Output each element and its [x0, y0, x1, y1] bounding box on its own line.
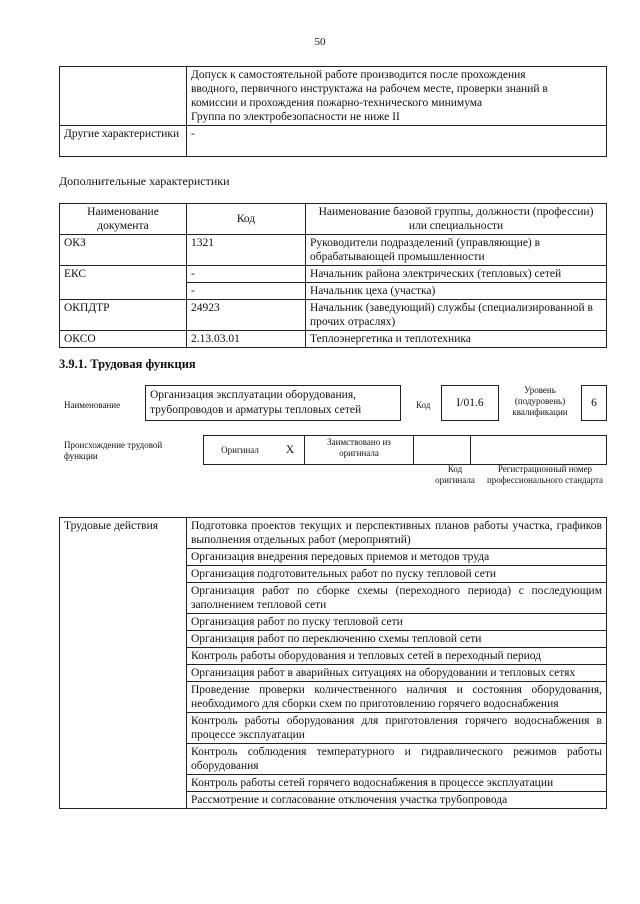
original-label: Оригинал — [204, 436, 277, 465]
cell-name: Руководители подразделений (управляющие) в обрабатывающей промышленности — [306, 235, 607, 266]
action-item: Контроль работы сетей горячего водоснабжения в процессе эксплуатации — [187, 775, 607, 792]
actions-label: Трудовые действия — [60, 518, 187, 809]
action-item: Организация работ в аварийных ситуациях на оборудовании и тепловых сетях — [187, 665, 607, 682]
action-item: Рассмотрение и согласование отключения участка трубопровода — [187, 792, 607, 809]
action-item: Организация работ по переключению схемы тепловой сети — [187, 631, 607, 648]
origin-label: Происхождение трудовой функции — [64, 440, 163, 461]
table-row — [60, 331, 607, 348]
header-name: Наименование базовой группы, должности (профессии) или специальности — [306, 204, 607, 235]
code-original-caption: Код оригинала — [435, 464, 475, 485]
other-characteristics-value: - — [187, 126, 607, 157]
action-item: Организация подготовительных работ по пуску тепловой сети — [187, 566, 607, 583]
origin-table — [203, 435, 607, 465]
code-label: Код — [416, 400, 431, 410]
text-line: Допуск к самостоятельной работе производится после прохождения — [191, 69, 526, 81]
text-line: вводного, первичного инструктажа на рабочем месте, проверки знаний в — [191, 83, 548, 95]
name-label: Наименование — [64, 400, 121, 410]
cell-code: - — [187, 283, 306, 300]
action-item: Контроль работы оборудования и тепловых сетей в переходный период — [187, 648, 607, 665]
cell-code: 2.13.03.01 — [187, 331, 306, 348]
additional-table — [59, 203, 607, 348]
cell-name: Теплоэнергетика и теплотехника — [306, 331, 607, 348]
action-item: Проведение проверки количественного наличия и состояния оборудования, необходимого для сборки схем по приготовлению горячего водоснабжения — [187, 682, 607, 713]
action-item: Организация работ по пуску тепловой сети — [187, 614, 607, 631]
code-original-cell — [414, 436, 471, 465]
section-title: 3.9.1. Трудовая функция — [59, 357, 196, 371]
cell-doc — [60, 283, 187, 300]
action-item: Организация внедрения передовых приемов и методов труда — [187, 549, 607, 566]
cell-code: - — [187, 266, 306, 283]
level-value: 6 — [581, 385, 607, 421]
admission-text — [187, 67, 607, 126]
function-name: Организация эксплуатации оборудования, трубопроводов и арматуры тепловых сетей — [145, 385, 401, 421]
additional-heading: Дополнительные характеристики — [59, 174, 230, 188]
page-number: 50 — [314, 36, 326, 48]
table-row — [60, 266, 607, 283]
level-label: Уровень (подуровень) квалификации — [512, 385, 568, 417]
action-item: Контроль работы оборудования для приготовления горячего водоснабжения в процессе эксплуатации — [187, 713, 607, 744]
original-mark: X — [276, 436, 305, 465]
table-row — [60, 300, 607, 331]
text-line: Группа по электробезопасности не ниже II — [191, 111, 400, 123]
borrowed-label: Заимствовано из оригинала — [305, 436, 414, 465]
cell-doc: ЕКС — [60, 266, 187, 283]
header-doc: Наименование документа — [60, 204, 187, 235]
reg-number-cell — [471, 436, 607, 465]
table-row — [60, 283, 607, 300]
reg-number-caption: Регистрационный номер профессионального стандарта — [486, 464, 604, 485]
other-characteristics-label: Другие характеристики — [60, 126, 187, 157]
action-item: Организация работ по сборке схемы (переходного периода) с последующим заполнением тепловой сети — [187, 583, 607, 614]
empty-cell — [60, 67, 187, 126]
cell-doc: ОКСО — [60, 331, 187, 348]
text-line: комиссии и прохождения пожарно-технического минимума — [191, 97, 483, 109]
action-item: Контроль соблюдения температурного и гидравлического режимов работы оборудования — [187, 744, 607, 775]
function-code: I/01.6 — [441, 385, 499, 421]
table-row — [60, 235, 607, 266]
cell-name: Начальник (заведующий) службы (специализированной в прочих отраслях) — [306, 300, 607, 331]
action-item: Подготовка проектов текущих и перспективных планов работы участка, графиков выполнения отдельных работ (мероприятий) — [187, 518, 607, 549]
cell-doc: ОКПДТР — [60, 300, 187, 331]
cell-code: 1321 — [187, 235, 306, 266]
actions-table — [59, 517, 607, 809]
cell-code: 24923 — [187, 300, 306, 331]
cell-doc: ОКЗ — [60, 235, 187, 266]
header-code: Код — [187, 204, 306, 235]
cell-name: Начальник цеха (участка) — [306, 283, 607, 300]
top-table — [59, 66, 607, 157]
cell-name: Начальник района электрических (тепловых) сетей — [306, 266, 607, 283]
